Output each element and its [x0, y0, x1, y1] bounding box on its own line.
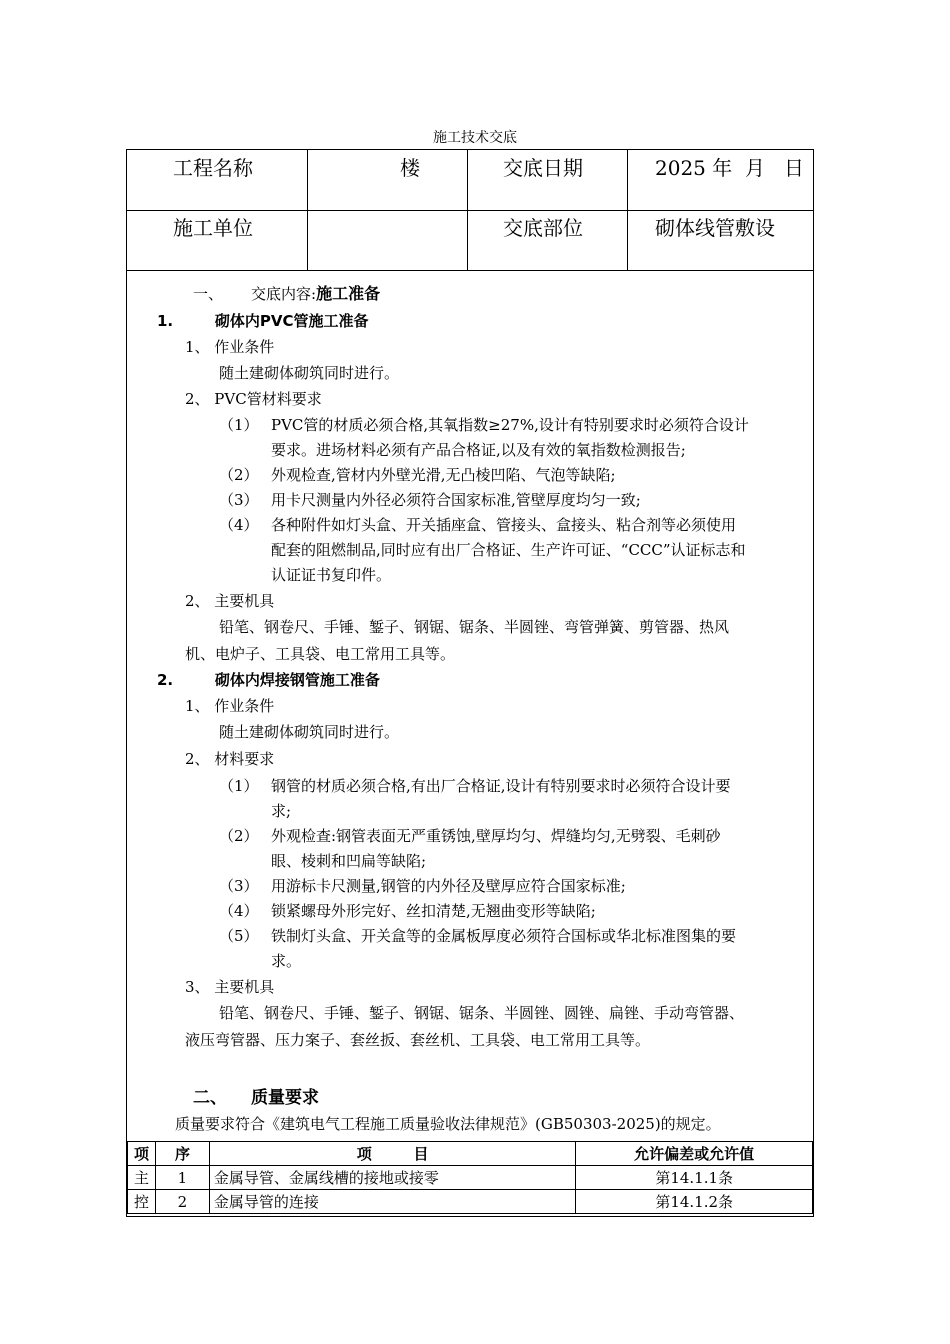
cell-category: 主: [128, 1166, 156, 1190]
s2-item-num: （2）: [219, 827, 259, 845]
col-header-item: 项 目: [209, 1142, 575, 1166]
project-name-label: 工程名称: [173, 156, 253, 180]
section2-title: 质量要求: [251, 1088, 319, 1108]
subsection1-title: 1. 砌体内PVC管施工准备: [157, 312, 369, 330]
table-row: [128, 1166, 813, 1190]
construction-unit-label: 施工单位: [173, 216, 253, 240]
s1-line: 认证证书复印件。: [271, 566, 392, 584]
s1-line: 机、电炉子、工具袋、电工常用工具等。: [185, 645, 456, 663]
s2-line: 眼、棱刺和凹扁等缺陷;: [271, 852, 427, 870]
s2-main-tools: 3、 主要机具: [185, 978, 275, 996]
cell-number: 1: [155, 1166, 209, 1190]
cell-category: 控: [128, 1190, 156, 1214]
col-header-allowance: 允许偏差或允许值: [576, 1142, 813, 1166]
s2-line: 用游标卡尺测量,钢管的内外径及壁厚应符合国家标准;: [271, 877, 626, 895]
s1-work-conditions: 1、 作业条件: [185, 338, 275, 356]
s1-material-requirements: 2、 PVC管材料要求: [185, 390, 322, 408]
s1-line: 随土建砌体砌筑同时进行。: [219, 364, 400, 382]
s1-line: 要求。进场材料必须有产品合格证,以及有效的氧指数检测报告;: [271, 441, 686, 459]
section1-label-text: 交底内容:: [251, 285, 317, 303]
s1-line: 用卡尺测量内外径必须符合国家标准,管壁厚度均匀一致;: [271, 491, 641, 509]
cell-item: 金属导管、金属线槽的接地或接零: [209, 1166, 575, 1190]
s2-item-num: （5）: [219, 927, 259, 945]
briefing-part-label: 交底部位: [503, 216, 583, 240]
s2-item-num: （4）: [219, 902, 259, 920]
table-row: [128, 1190, 813, 1214]
quality-table: [127, 1141, 813, 1214]
subsection2-title: 2. 砌体内焊接钢管施工准备: [157, 671, 380, 689]
section1-label: [251, 284, 380, 304]
briefing-part-value: 砌体线管敷设: [655, 216, 775, 240]
cell-number: 2: [155, 1190, 209, 1214]
s1-line: 外观检查,管材内外壁光滑,无凸棱凹陷、气泡等缺陷;: [271, 466, 616, 484]
briefing-date-value: 2025 年 月 日: [655, 156, 805, 180]
section1-title: 施工准备: [316, 284, 381, 303]
header-row-divider: [127, 210, 813, 211]
col-header-number: 序: [155, 1142, 209, 1166]
briefing-date-label: 交底日期: [503, 156, 583, 180]
s2-line: 液压弯管器、压力案子、套丝扳、套丝机、工具袋、电工常用工具等。: [185, 1031, 651, 1049]
s2-line: 求;: [271, 802, 292, 820]
s2-item-num: （3）: [219, 877, 259, 895]
s2-work-conditions: 1、 作业条件: [185, 697, 275, 715]
technical-briefing-form: [126, 149, 814, 1217]
quality-table-header-row: [128, 1142, 813, 1166]
s1-line: PVC管的材质必须合格,其氧指数≥27%,设计有特别要求时必须符合设计: [271, 416, 749, 434]
s1-item-num: （3）: [219, 491, 259, 509]
s2-line: 随土建砌体砌筑同时进行。: [219, 723, 400, 741]
s2-line: 钢管的材质必须合格,有出厂合格证,设计有特别要求时必须符合设计要: [271, 777, 731, 795]
quality-requirement-text: 质量要求符合《建筑电气工程施工质量验收法律规范》(GB50303-2025)的规定。: [175, 1115, 721, 1133]
s2-item-num: （1）: [219, 777, 259, 795]
header-bottom-divider: [127, 270, 813, 271]
col-header-category: 项: [128, 1142, 156, 1166]
s2-material-requirements: 2、 材料要求: [185, 750, 275, 768]
s1-item-num: （2）: [219, 466, 259, 484]
s1-line: 铅笔、钢卷尺、手锤、錾子、钢锯、锯条、半圆锉、弯管弹簧、剪管器、热风: [219, 618, 730, 636]
s2-line: 外观检查:钢管表面无严重锈蚀,壁厚均匀、焊缝均匀,无劈裂、毛刺砂: [271, 827, 721, 845]
s1-line: 配套的阻燃制品,同时应有出厂合格证、生产许可证、“CCC”认证标志和: [271, 541, 746, 559]
s1-item-num: （4）: [219, 516, 259, 534]
s1-line: 各种附件如灯头盒、开关插座盒、管接头、盒接头、粘合剂等必须使用: [271, 516, 737, 534]
s2-line: 求。: [271, 952, 302, 970]
cell-allowance: 第14.1.1条: [576, 1166, 813, 1190]
s2-line: 铅笔、钢卷尺、手锤、錾子、钢锯、锯条、半圆锉、圆锉、扁锉、手动弯管器、: [219, 1004, 745, 1022]
s1-item-num: （1）: [219, 416, 259, 434]
s2-line: 锁紧螺母外形完好、丝扣清楚,无翘曲变形等缺陷;: [271, 902, 596, 920]
section2-number: 二、: [193, 1088, 227, 1108]
cell-allowance: 第14.1.2条: [576, 1190, 813, 1214]
document-title: 施工技术交底: [433, 130, 517, 146]
section1-number: 一、: [193, 285, 224, 303]
s2-line: 铁制灯头盒、开关盒等的金属板厚度必须符合国标或华北标准图集的要: [271, 927, 737, 945]
cell-item: 金属导管的连接: [209, 1190, 575, 1214]
s1-main-tools: 2、 主要机具: [185, 592, 275, 610]
project-name-value: 楼: [400, 156, 420, 180]
